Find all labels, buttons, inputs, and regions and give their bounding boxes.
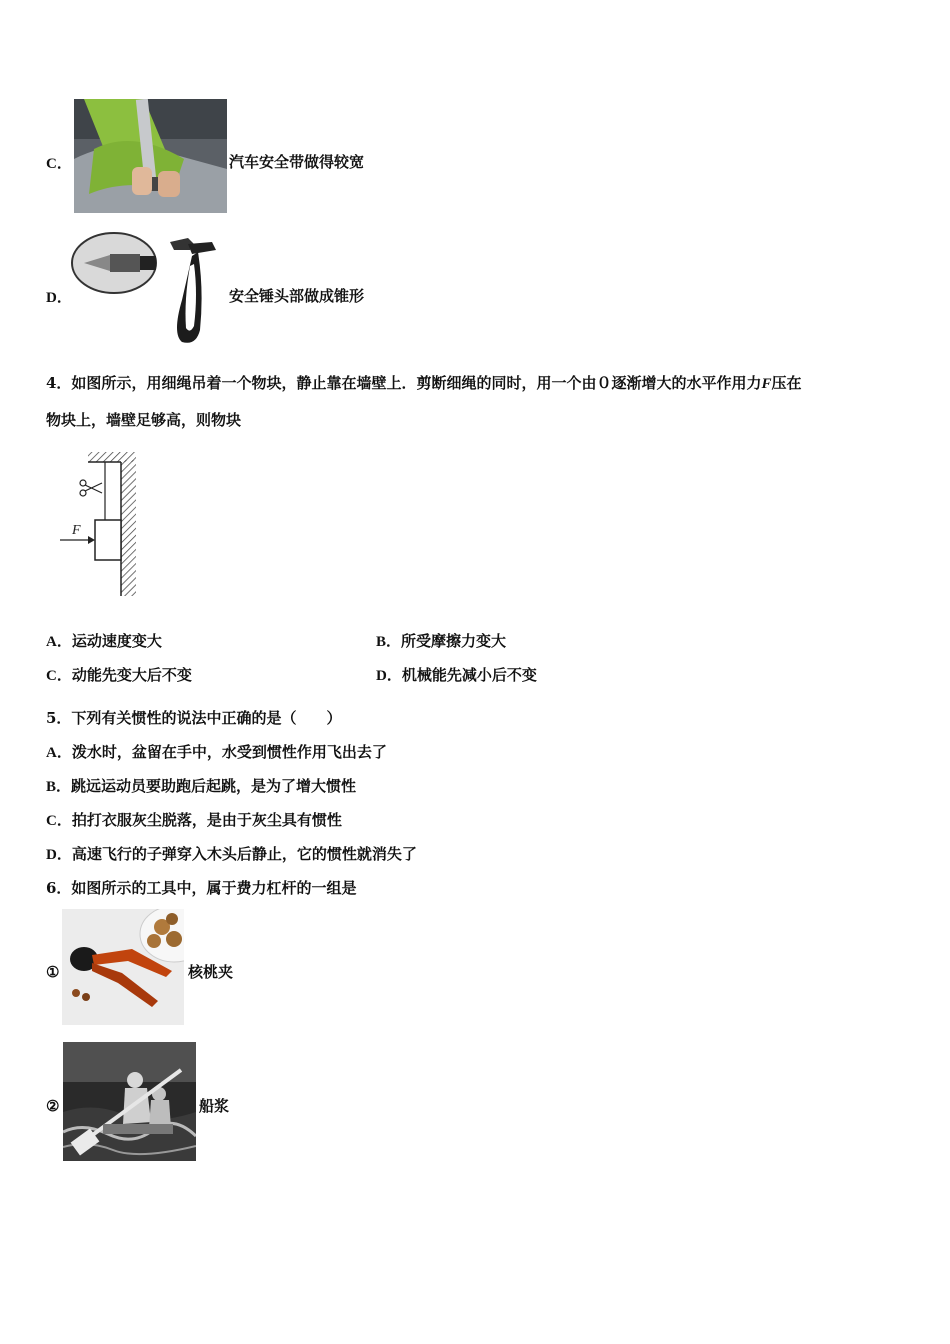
q4-option-b [376, 631, 506, 652]
question-4-line1-end: 压在 [771, 374, 802, 392]
q4-option-b-label: B． [376, 634, 402, 650]
item-1-marker: ① [46, 963, 60, 981]
q4-option-d [376, 665, 537, 686]
question-6-stem: 6．如图所示的工具中，属于费力杠杆的一组是 [46, 879, 357, 897]
q4-option-a-label: A． [46, 634, 72, 650]
item-2-marker: ② [46, 1097, 60, 1115]
q4-option-c [46, 665, 192, 686]
q5-option-a-label: A． [46, 745, 72, 761]
q4-option-c-text: 动能先变大后不变 [71, 666, 192, 684]
q5-option-b-text: 跳远运动员要助跑后起跳，是为了增大惯性 [71, 777, 357, 795]
diagram-force-label: F [72, 523, 81, 538]
option-c-label: C． [46, 156, 72, 172]
q5-option-a [46, 742, 387, 763]
walnut-cracker-photo [62, 909, 184, 1025]
q5-option-d-text: 高速飞行的子弹穿入木头后静止，它的惯性就消失了 [71, 845, 417, 863]
q5-option-c-text: 拍打衣服灰尘脱落，是由于灰尘具有惯性 [71, 811, 342, 829]
q5-option-b-label: B． [46, 779, 72, 795]
q4-option-d-text: 机械能先减小后不变 [401, 666, 537, 684]
q4-option-a [46, 631, 162, 652]
q5-option-a-text: 泼水时，盆留在手中，水受到惯性作用飞出去了 [71, 743, 387, 761]
option-d-caption: 安全锤头部做成锥形 [229, 287, 365, 305]
q5-option-b [46, 776, 356, 797]
safety-hammer-picture [70, 230, 226, 352]
q4-option-a-text: 运动速度变大 [71, 632, 162, 650]
option-d-label: D． [46, 290, 72, 306]
question-4-line1 [46, 373, 801, 394]
force-symbol: F [761, 376, 772, 392]
q4-option-c-label: C． [46, 668, 72, 684]
option-c-caption: 汽车安全带做得较宽 [229, 153, 365, 171]
item-1-caption: 核桃夹 [188, 963, 234, 981]
question-5-stem: 5．下列有关惯性的说法中正确的是（ ） [46, 709, 342, 727]
q5-option-d-label: D． [46, 847, 72, 863]
question-4-line2: 物块上，墙壁足够高，则物块 [46, 411, 242, 429]
item-2-caption: 船浆 [199, 1097, 230, 1115]
q4-option-b-text: 所受摩擦力变大 [401, 632, 507, 650]
q5-option-c [46, 810, 342, 831]
rowing-photo [63, 1042, 196, 1161]
q5-option-d [46, 844, 417, 865]
wall-block-diagram [58, 450, 140, 598]
seatbelt-photo [74, 99, 227, 213]
q4-option-d-label: D． [376, 668, 402, 684]
q5-option-c-label: C． [46, 813, 72, 829]
question-4-text: 4．如图所示，用细绳吊着一个物块，静止靠在墙壁上．剪断细绳的同时，用一个由０逐渐增大的水平作用力 [46, 374, 762, 392]
